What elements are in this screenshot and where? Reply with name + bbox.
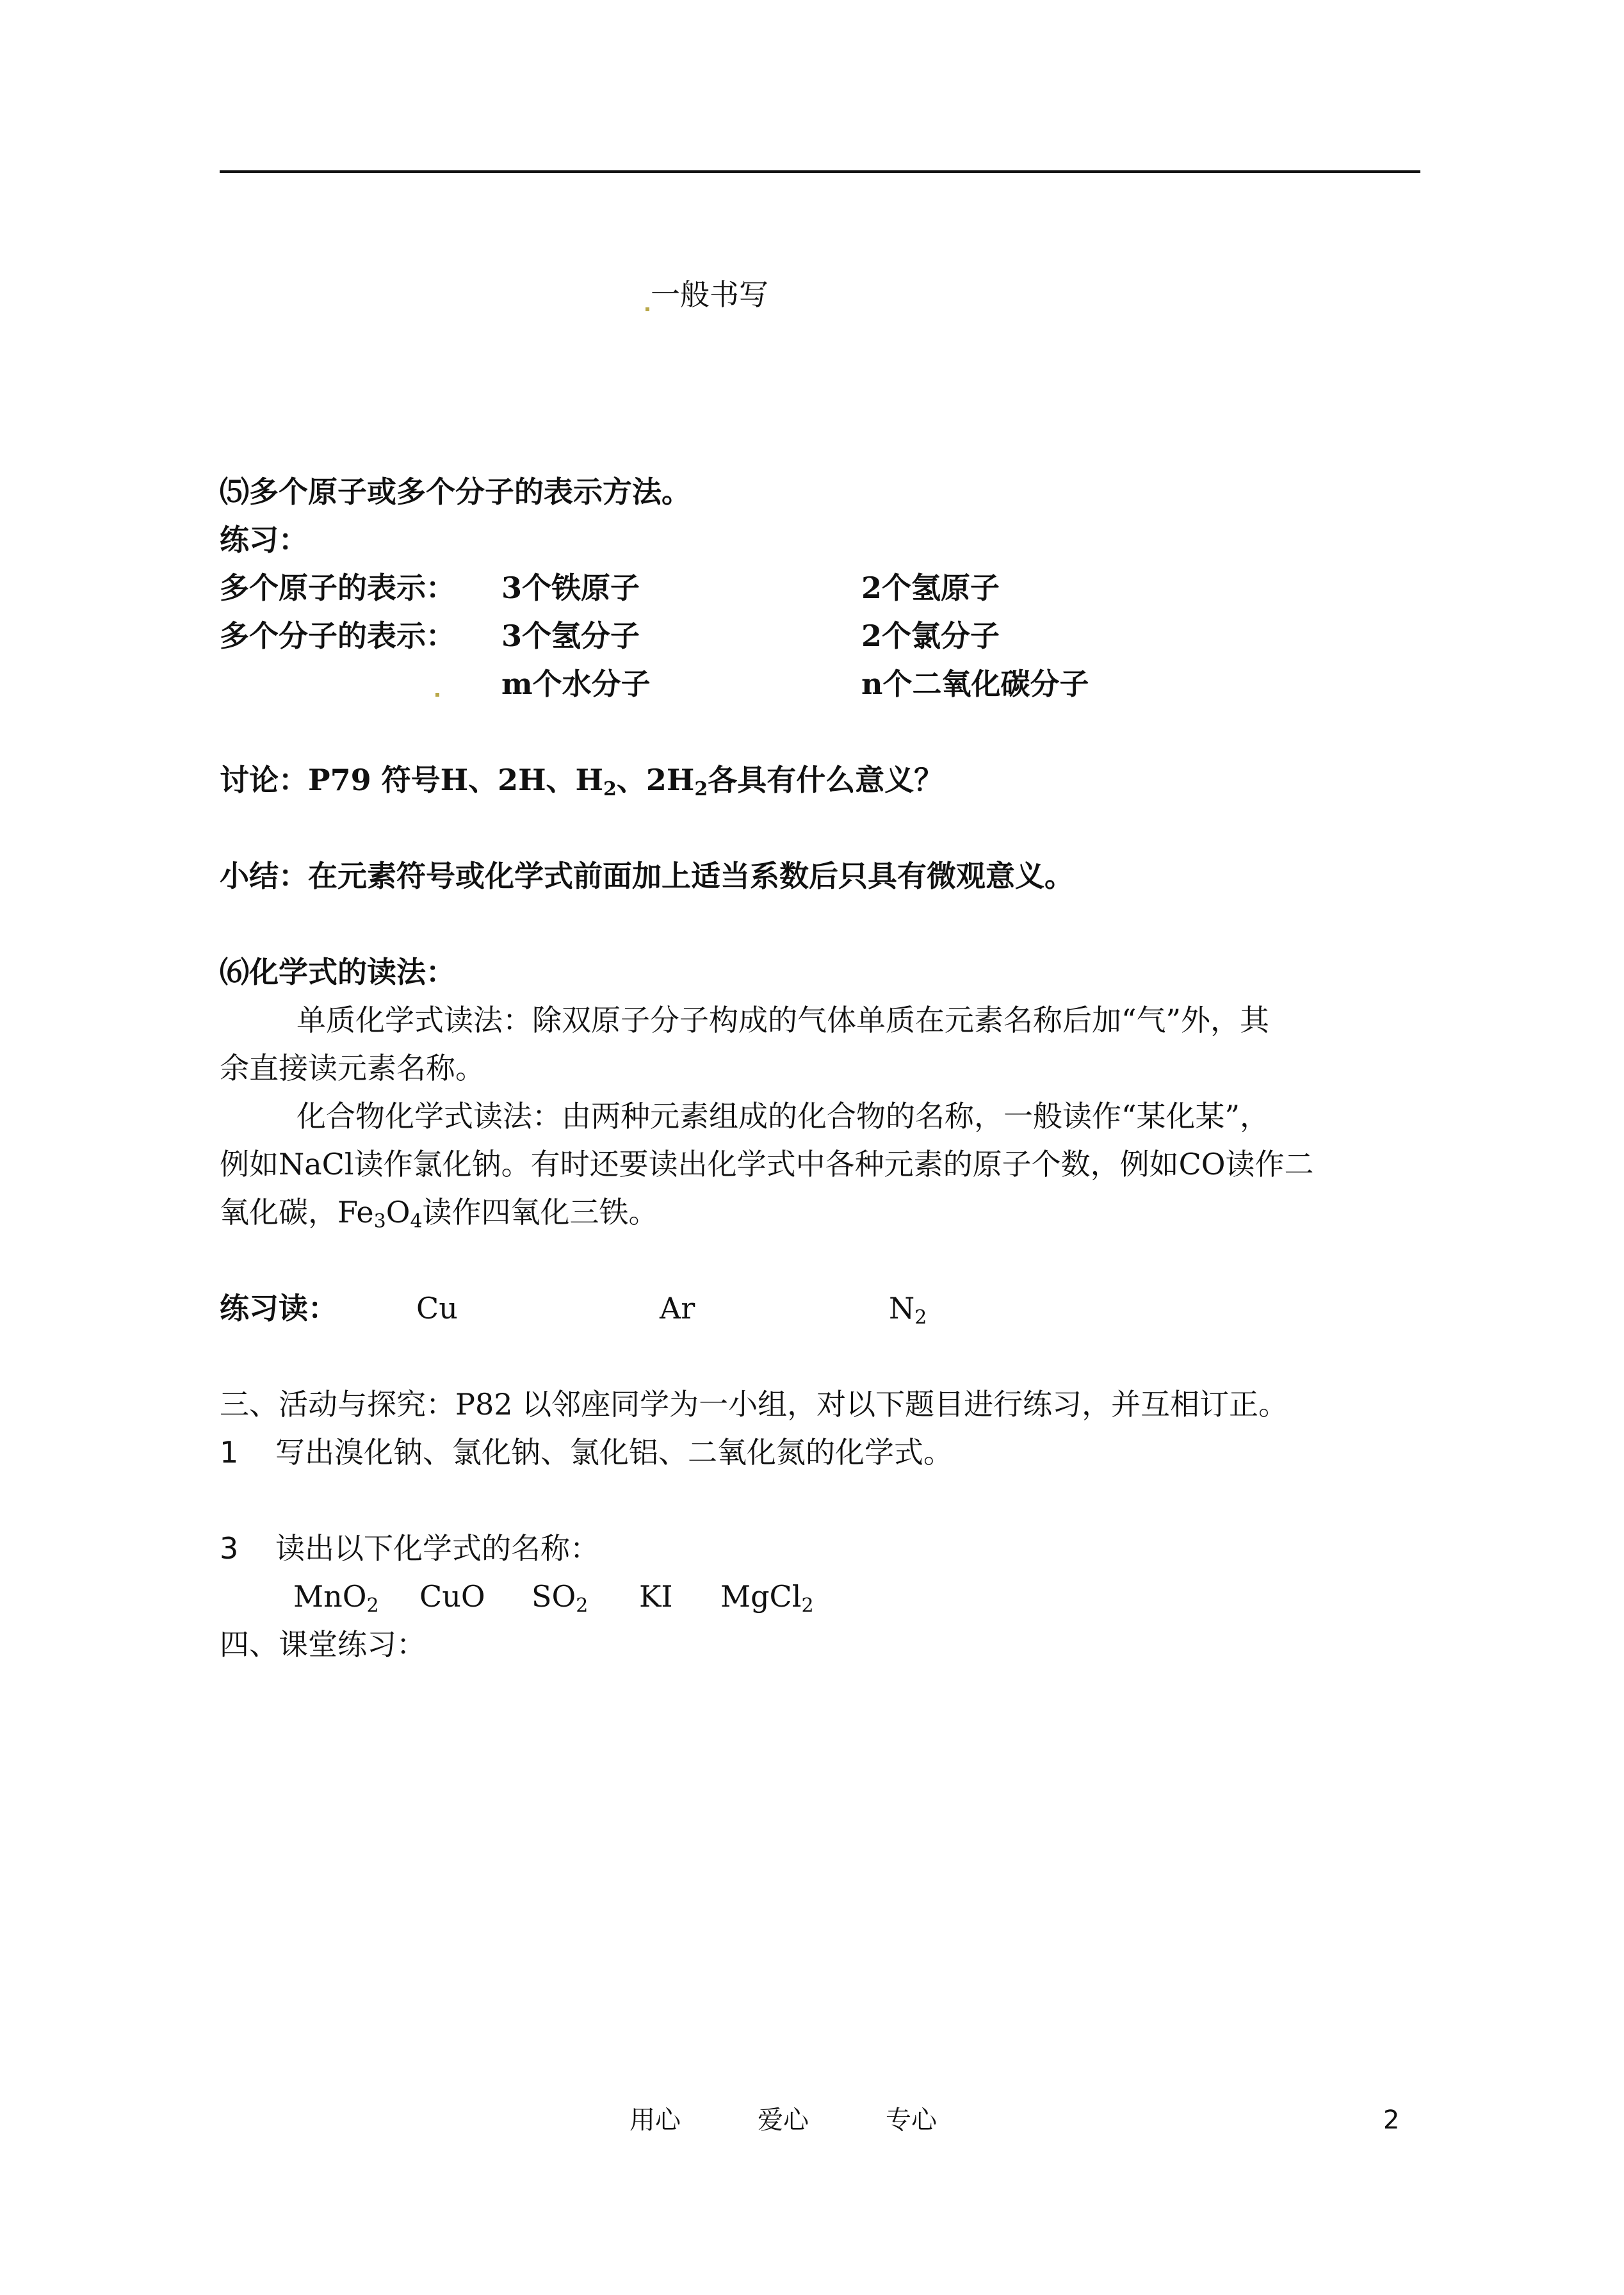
- item-1-number: 1: [220, 1435, 239, 1470]
- footer-word-2: 爱心: [758, 2105, 809, 2135]
- top-fragment: 一般书写: [646, 275, 768, 314]
- item-3-number: 3: [220, 1531, 239, 1566]
- formula-cuo: CuO: [419, 1579, 485, 1614]
- section-5-title: ⑸多个原子或多个分子的表示方法。: [220, 474, 691, 509]
- formula-so2: $SO_2$: [532, 1579, 589, 1617]
- scan-mark: [435, 693, 439, 697]
- multi-molecule-label: 多个分子的表示：: [220, 619, 455, 653]
- formula-ki: KI: [639, 1579, 673, 1614]
- item-1-text: 写出溴化钠、氯化钠、氯化铝、二氧化氮的化学式。: [275, 1435, 953, 1470]
- multi-molecule2-a: m个水分子: [501, 667, 651, 701]
- paragraph-2-line-2: 例如NaCl读作氯化钠。有时还要读出化学式中各种元素的原子个数，例如CO读作二: [220, 1147, 1314, 1181]
- discussion-line: 讨论：P79 符号H、2H、$H_2$、$2H_2$各具有什么意义？: [220, 763, 944, 800]
- paragraph-1-line-1: 单质化学式读法：除双原子分子构成的气体单质在元素名称后加“气”外，其: [296, 1003, 1270, 1037]
- multi-molecule-b: 2个氯分子: [861, 619, 1000, 653]
- header-rule: [220, 170, 1420, 173]
- read-practice-ar: Ar: [660, 1291, 695, 1326]
- paragraph-2-line-3: 氧化碳，$Fe_3O_4$读作四氧化三铁。: [220, 1195, 658, 1233]
- section-4-title: 四、课堂练习：: [220, 1627, 426, 1662]
- multi-atom-label: 多个原子的表示：: [220, 571, 455, 605]
- paragraph-1-line-2: 余直接读元素名称。: [220, 1051, 485, 1085]
- footer-word-1: 用心: [629, 2105, 681, 2135]
- read-practice-n2: $N_2$: [889, 1291, 927, 1329]
- multi-molecule2-b: n个二氧化碳分子: [861, 667, 1089, 701]
- section-3-title: 三、活动与探究：P82 以邻座同学为一小组，对以下题目进行练习，并互相订正。: [220, 1387, 1288, 1422]
- summary-line: 小结：在元素符号或化学式前面加上适当系数后只具有微观意义。: [220, 859, 1074, 893]
- paragraph-2-line-1: 化合物化学式读法：由两种元素组成的化合物的名称，一般读作“某化某”，: [296, 1099, 1270, 1133]
- read-practice-label: 练习读：: [220, 1291, 337, 1326]
- practice-label: 练习：: [220, 523, 308, 557]
- item-3-text: 读出以下化学式的名称：: [275, 1531, 599, 1566]
- multi-atom-a: 3个铁原子: [501, 571, 640, 605]
- read-practice-cu: Cu: [416, 1291, 458, 1326]
- formula-mgcl2: MgCl$_2$: [720, 1579, 814, 1617]
- section-6-title: ⑹化学式的读法：: [220, 955, 455, 989]
- multi-molecule-a: 3个氢分子: [501, 619, 640, 653]
- scan-mark: [646, 307, 649, 311]
- footer-word-3: 专心: [886, 2105, 937, 2135]
- formula-mno2: MnO$_2$: [293, 1579, 379, 1617]
- multi-atom-b: 2个氢原子: [861, 571, 1000, 605]
- page-number: 2: [1383, 2105, 1400, 2135]
